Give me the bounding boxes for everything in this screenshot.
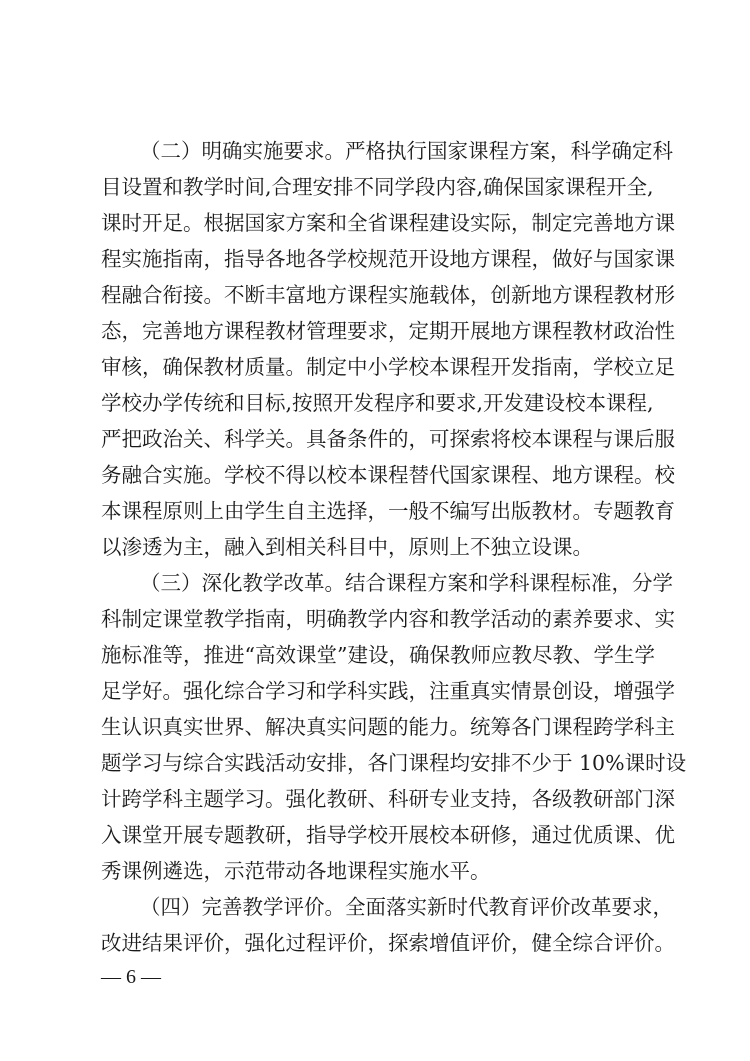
paragraph-line: 课时开足。根据国家方案和全省课程建设实际，制定完善地方课 xyxy=(101,211,675,235)
paragraph-line: 改进结果评价，强化过程评价，探索增值评价，健全综合评价。 xyxy=(101,931,675,955)
paragraph-line: 足学好。强化综合学习和学科实践，注重真实情景创设，增强学 xyxy=(101,679,675,703)
paragraph-line: 施标准等，推进“高效课堂”建设，确保教师应教尽教、学生学 xyxy=(101,643,655,667)
section-heading: （三）深化教学改革。 xyxy=(140,571,345,595)
paragraph-line: 以渗透为主，融入到相关科目中，原则上不独立设课。 xyxy=(101,535,593,559)
paragraph-text: 结合课程方案和学科课程标准，分学 xyxy=(345,571,673,595)
paragraph-line: 科制定课堂教学指南，明确教学内容和教学活动的素养要求、实 xyxy=(101,607,675,631)
paragraph-line: 题学习与综合实践活动安排，各门课程均安排不少于 10%课时设 xyxy=(101,751,687,775)
paragraph-line: 目设置和教学时间,合理安排不同学段内容,确保国家课程开全, xyxy=(101,175,654,199)
paragraph-line: 态，完善地方课程教材管理要求，定期开展地方课程教材政治性 xyxy=(101,319,675,343)
paragraph-line xyxy=(140,133,673,169)
page-number: — 6 — xyxy=(101,966,161,988)
section-heading: （二）明确实施要求。 xyxy=(140,139,345,163)
section-heading: （四）完善教学评价。 xyxy=(140,895,345,919)
paragraph-line: 审核，确保教材质量。制定中小学校本课程开发指南，学校立足 xyxy=(101,355,675,379)
paragraph-line: 程融合衔接。不断丰富地方课程实施载体，创新地方课程教材形 xyxy=(101,283,675,307)
paragraph-line: 生认识真实世界、解决真实问题的能力。统筹各门课程跨学科主 xyxy=(101,715,675,739)
paragraph-line: 程实施指南，指导各地各学校规范开设地方课程，做好与国家课 xyxy=(101,247,675,271)
paragraph-line xyxy=(140,889,673,925)
paragraph-text: 严格执行国家课程方案，科学确定科 xyxy=(345,139,673,163)
paragraph-line: 入课堂开展专题教研，指导学校开展校本研修，通过优质课、优 xyxy=(101,823,675,847)
paragraph-text: 全面落实新时代教育评价改革要求， xyxy=(345,895,673,919)
paragraph-line: 计跨学科主题学习。强化教研、科研专业支持，各级教研部门深 xyxy=(101,787,675,811)
paragraph-line: 严把政治关、科学关。具备条件的，可探索将校本课程与课后服 xyxy=(101,427,675,451)
paragraph-line: 本课程原则上由学生自主选择，一般不编写出版教材。专题教育 xyxy=(101,499,675,523)
paragraph-line: 秀课例遴选，示范带动各地课程实施水平。 xyxy=(101,859,491,883)
paragraph-line: 务融合实施。学校不得以校本课程替代国家课程、地方课程。校 xyxy=(101,463,675,487)
paragraph-line xyxy=(140,565,673,601)
paragraph-line: 学校办学传统和目标,按照开发程序和要求,开发建设校本课程, xyxy=(101,391,654,415)
